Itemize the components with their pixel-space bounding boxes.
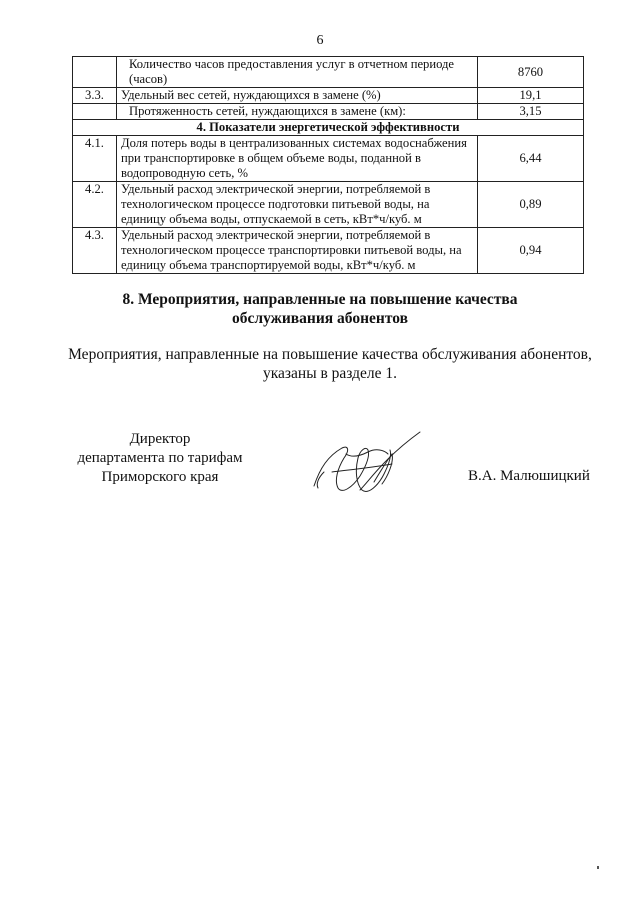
indicator-value-cell: 3,15 [478,104,584,120]
row-number-cell [73,104,117,120]
indicator-name: Количество часов предоставления услуг в отчетном периоде (часов) [129,57,455,86]
indicator-value-cell: 8760 [478,57,584,88]
section-8-text [50,345,610,383]
row-number-cell: 4.3. [73,228,117,274]
section-8-text-line-2: указаны в разделе 1. [262,365,398,382]
row-number-cell: 3.3. [73,88,117,104]
table-row [73,104,584,120]
table-section-row [73,120,584,136]
signatory-name: В.А. Малюшицкий [468,468,590,484]
table-row [73,228,584,274]
page-number: 6 [316,33,324,48]
indicator-value-cell: 19,1 [478,88,584,104]
signatory-title-line-2: департамента по тарифам [77,450,243,466]
indicator-name-cell [117,136,478,182]
table-row [73,182,584,228]
row-number-cell: 4.2. [73,182,117,228]
row-number-cell: 4.1. [73,136,117,182]
indicator-name-cell [117,104,478,120]
indicator-name-cell [117,228,478,274]
indicator-name-cell [117,57,478,88]
signatory-title [52,430,268,487]
indicators-table [72,56,584,274]
indicator-name: Доля потерь воды в централизованных системах водоснабжения при транспортировке в общем объеме воды, поданной в водопроводную сеть, % [121,136,467,180]
indicator-value-cell: 6,44 [478,136,584,182]
section-8-heading-line-2: обслуживания абонентов [232,310,408,327]
indicator-name: Удельный вес сетей, нуждающихся в замене (%) [121,88,381,102]
section-8-heading-line-1: 8. Мероприятия, направленные на повышение качества [122,291,518,308]
indicator-name-cell [117,182,478,228]
indicator-value-cell: 0,89 [478,182,584,228]
indicator-name-cell [117,88,478,104]
indicator-name: Удельный расход электрической энергии, потребляемой в технологическом процессе подготовки питьевой воды, на единицу объема воды, отпускаемой в сеть, кВт*ч/куб. м [121,182,431,226]
section-title-cell: 4. Показатели энергетической эффективности [73,120,584,136]
indicator-name: Удельный расход электрической энергии, потребляемой в технологическом процессе транспортировки питьевой воды, на единицу объема транспортируемой воды, кВт*ч/куб. м [121,228,462,272]
table-row [73,136,584,182]
indicator-name: Протяженность сетей, нуждающихся в замене (км): [129,104,406,118]
section-8-heading [60,290,580,328]
indicator-value-cell: 0,94 [478,228,584,274]
row-number-cell [73,57,117,88]
signatory-title-line-3: Приморского края [101,469,219,485]
section-8-text-line-1: Мероприятия, направленные на повышение качества обслуживания абонентов, [68,346,592,363]
scan-speck [597,866,599,869]
table-row [73,57,584,88]
handwritten-signature [308,428,423,498]
table-row [73,88,584,104]
signatory-title-line-1: Директор [129,431,191,447]
